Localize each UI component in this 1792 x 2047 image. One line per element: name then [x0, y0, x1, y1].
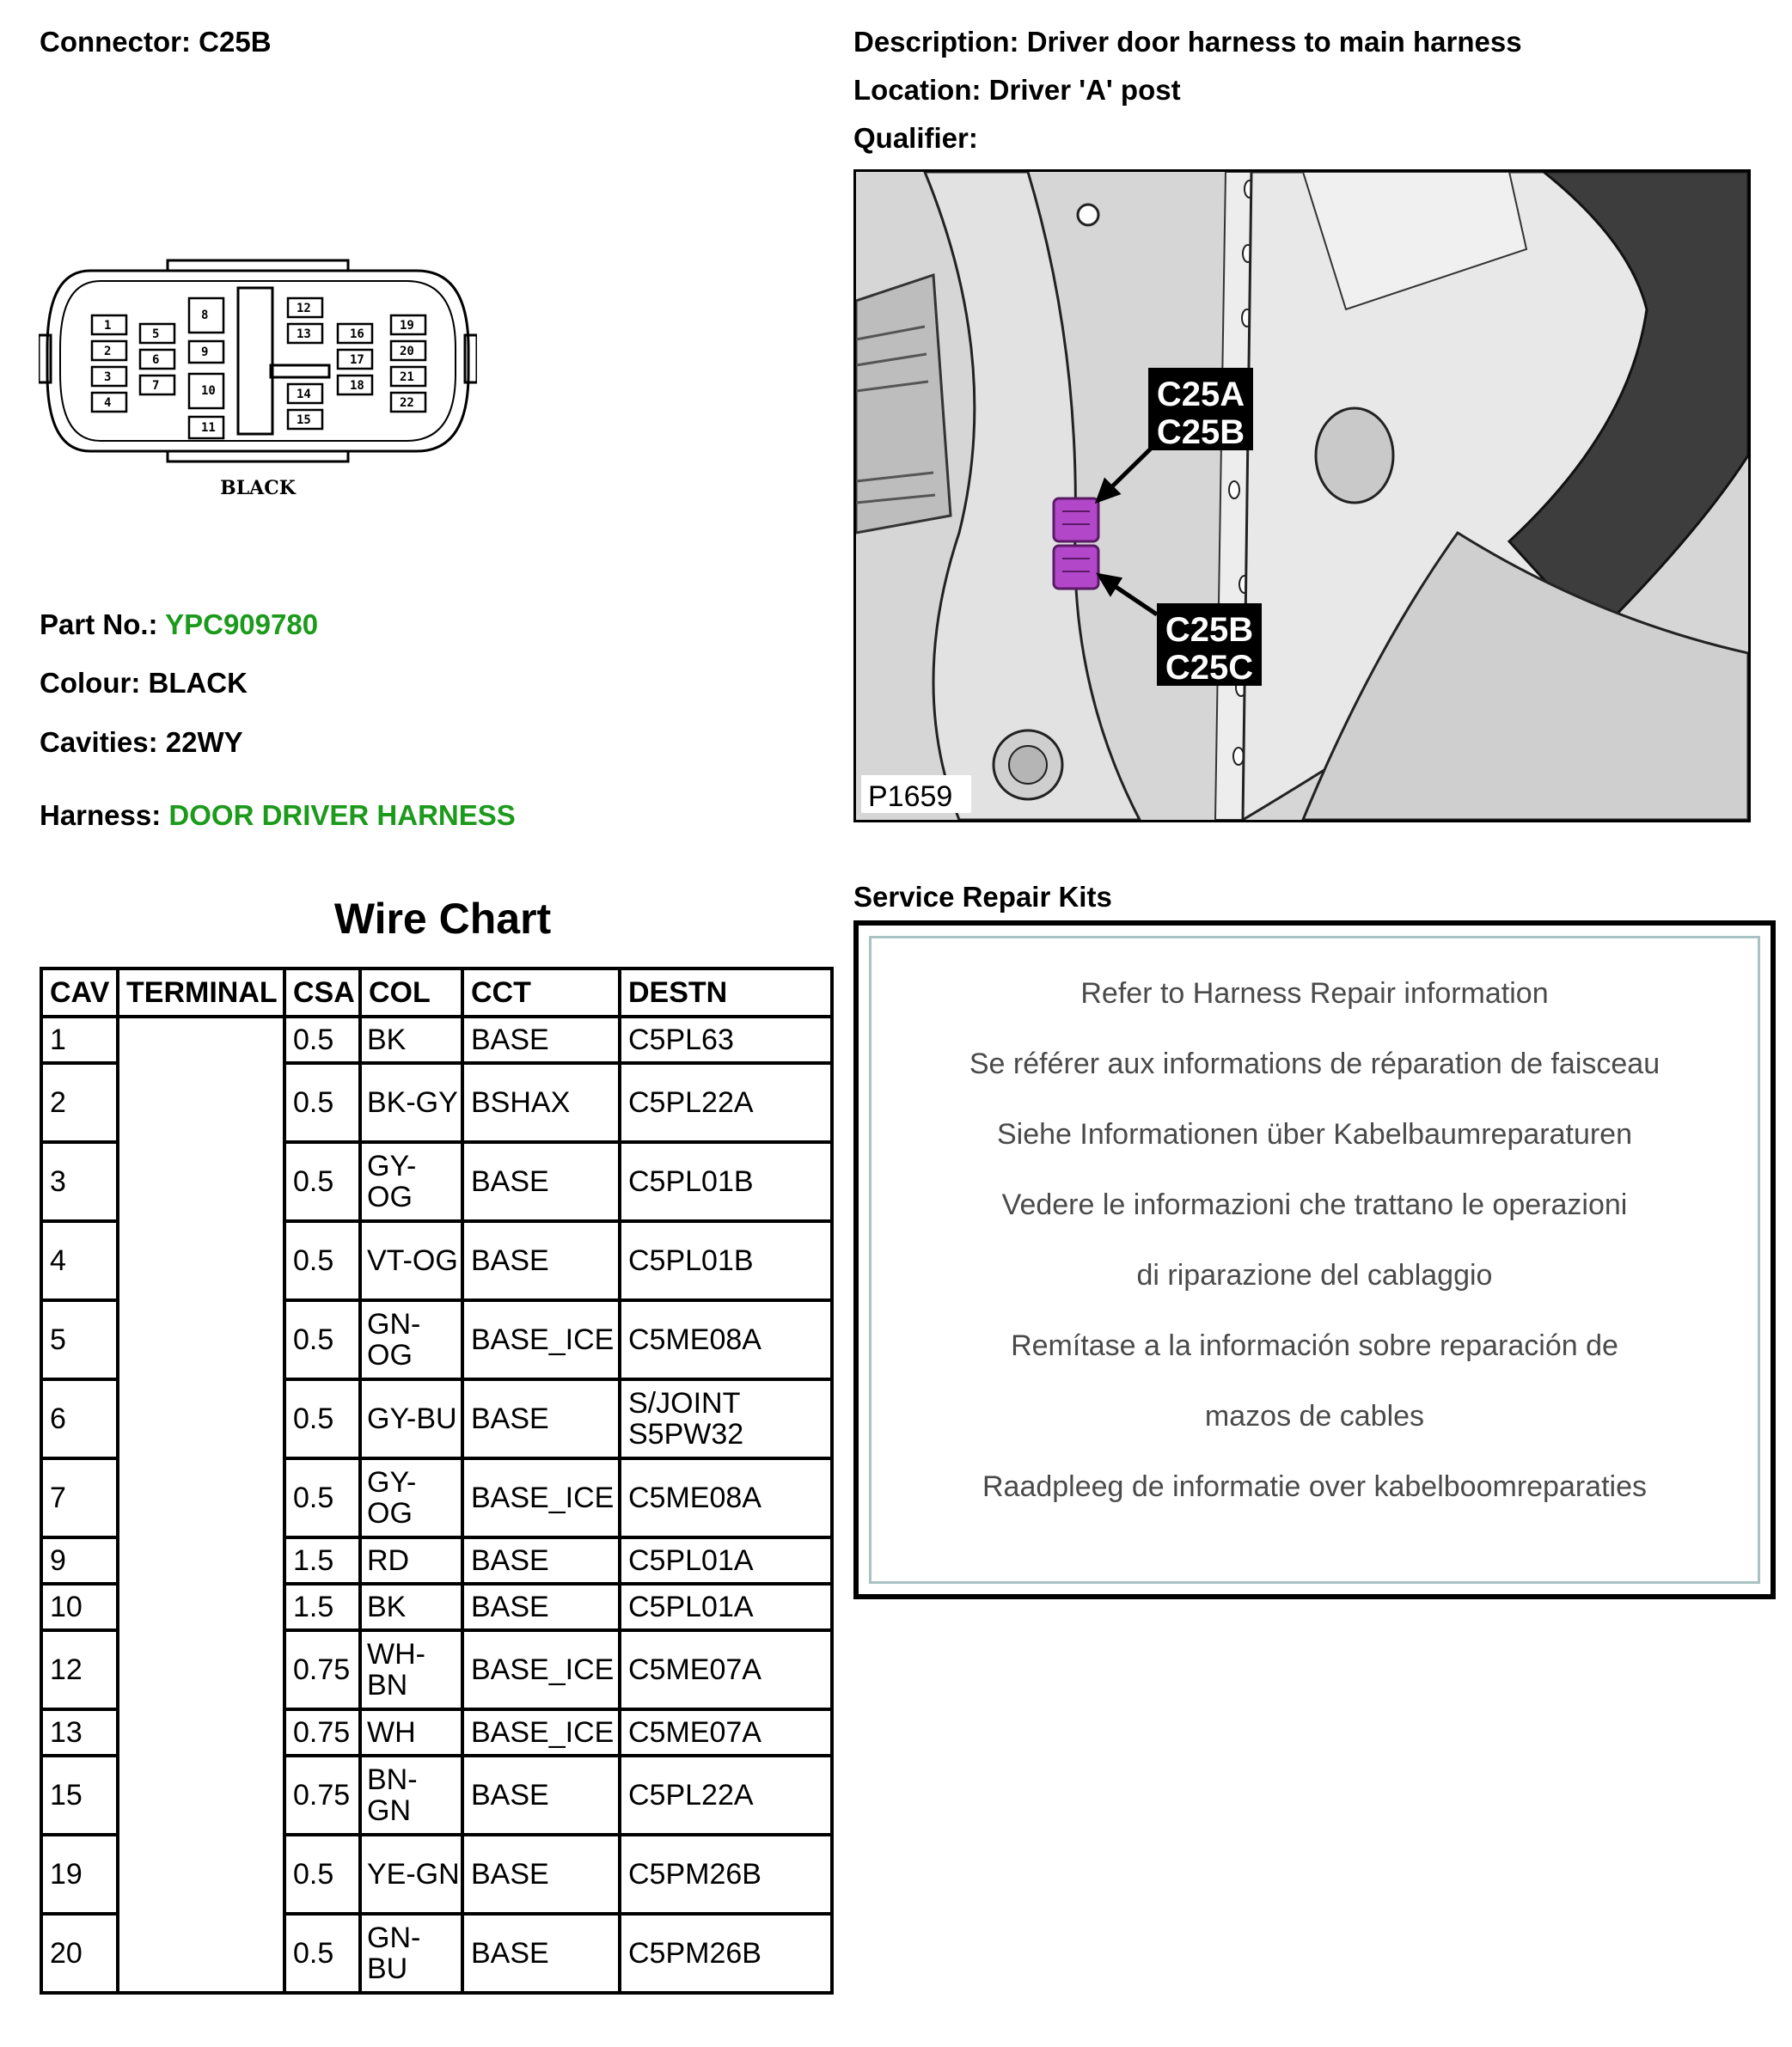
- cell-csa: 0.5: [284, 1063, 360, 1142]
- cell-cav: 20: [41, 1914, 118, 1993]
- cell-cav: 10: [41, 1584, 118, 1630]
- callout-top-line-1: C25A: [1156, 376, 1245, 413]
- service-repair-kits-inner: [869, 936, 1760, 1584]
- cell-csa: 0.5: [284, 1914, 360, 1993]
- cell-cct: BASE_ICE: [462, 1630, 620, 1709]
- kit-line-es-1: Remítase a la información sobre reparación de: [1011, 1329, 1618, 1362]
- wire-chart-title: Wire Chart: [333, 895, 552, 943]
- table-row: [41, 1063, 832, 1142]
- table-row: [41, 1584, 832, 1630]
- cell-destn: C5PL01A: [620, 1537, 832, 1584]
- harness-line: [40, 799, 516, 832]
- cell-terminal: [118, 1584, 284, 1630]
- connector-face-diagram: [39, 254, 477, 503]
- cavity-number: 1: [104, 319, 112, 333]
- figure-id: P1659: [868, 780, 953, 813]
- cell-terminal: [118, 1142, 284, 1221]
- cell-csa: 0.5: [284, 1458, 360, 1537]
- cell-col: GN-OG: [360, 1300, 462, 1379]
- cell-col: GY-OG: [360, 1458, 462, 1537]
- cell-destn: S/JOINT S5PW32: [620, 1379, 832, 1458]
- cell-cct: BASE: [462, 1756, 620, 1835]
- cell-csa: 0.75: [284, 1630, 360, 1709]
- connector-location-photo: [853, 169, 1751, 822]
- cavity-number: 2: [104, 345, 112, 358]
- connector-colour-label: BLACK: [220, 477, 296, 499]
- kit-line-en: Refer to Harness Repair information: [1080, 977, 1549, 1010]
- column-header-col: COL: [360, 969, 462, 1017]
- cell-cct: BASE: [462, 1584, 620, 1630]
- part-number-label: Part No.:: [40, 608, 158, 640]
- table-row: [41, 1017, 832, 1063]
- cell-cct: BASE: [462, 1221, 620, 1300]
- kit-line-it-2: di riparazione del cablaggio: [1136, 1259, 1493, 1292]
- cell-terminal: [118, 1709, 284, 1756]
- callout-bottom-line-2: C25C: [1165, 649, 1254, 687]
- description-value: Driver door harness to main harness: [1026, 26, 1522, 58]
- cell-terminal: [118, 1756, 284, 1835]
- cell-destn: C5PL01B: [620, 1142, 832, 1221]
- cell-cct: BASE: [462, 1379, 620, 1458]
- connector-heading: [40, 26, 272, 58]
- cell-destn: C5PL63: [620, 1017, 832, 1063]
- kit-line-it-1: Vedere le informazioni che trattano le operazioni: [1001, 1188, 1628, 1221]
- cell-col: BN-GN: [360, 1756, 462, 1835]
- cell-cav: 2: [41, 1063, 118, 1142]
- kit-line-nl: Raadpleeg de informatie over kabelboomreparaties: [982, 1470, 1648, 1503]
- cell-cct: BASE: [462, 1017, 620, 1063]
- cell-terminal: [118, 1914, 284, 1993]
- cell-cct: BASE: [462, 1914, 620, 1993]
- cell-col: BK: [360, 1017, 462, 1063]
- cell-destn: C5ME07A: [620, 1709, 832, 1756]
- table-row: [41, 1458, 832, 1537]
- cell-csa: 1.5: [284, 1537, 360, 1584]
- cell-destn: C5PL22A: [620, 1063, 832, 1142]
- column-header-cct: CCT: [462, 969, 620, 1017]
- location-value: Driver 'A' post: [988, 74, 1181, 106]
- callout-top-line-2: C25B: [1156, 413, 1245, 451]
- cell-col: WH-BN: [360, 1630, 462, 1709]
- column-header-destn: DESTN: [620, 969, 832, 1017]
- cell-cct: BSHAX: [462, 1063, 620, 1142]
- qualifier-label: Qualifier:: [853, 122, 978, 154]
- cell-terminal: [118, 1630, 284, 1709]
- cell-csa: 0.5: [284, 1835, 360, 1914]
- description-line: [853, 26, 1522, 58]
- table-row: [41, 1142, 832, 1221]
- cell-csa: 0.75: [284, 1756, 360, 1835]
- callout-bottom-line-1: C25B: [1165, 611, 1254, 649]
- cavity-number: 3: [104, 370, 112, 384]
- part-number-value[interactable]: YPC909780: [165, 608, 319, 640]
- cell-col: WH: [360, 1709, 462, 1756]
- cell-csa: 1.5: [284, 1584, 360, 1630]
- cell-col: BK: [360, 1584, 462, 1630]
- cell-cav: 15: [41, 1756, 118, 1835]
- cell-col: GY-OG: [360, 1142, 462, 1221]
- location-line: [853, 74, 1181, 107]
- cell-col: BK-GY: [360, 1063, 462, 1142]
- cavity-number: 11: [201, 421, 216, 435]
- cavity-number: 18: [350, 379, 364, 393]
- cell-destn: C5ME08A: [620, 1458, 832, 1537]
- column-header-csa: CSA: [284, 969, 360, 1017]
- colour-label: Colour:: [40, 667, 141, 699]
- cavity-number: 16: [350, 327, 364, 341]
- cell-col: GN-BU: [360, 1914, 462, 1993]
- cavity-number: 13: [297, 327, 311, 341]
- table-row: [41, 1630, 832, 1709]
- connector-label: Connector:: [40, 26, 191, 58]
- colour-line: [40, 667, 248, 700]
- column-header-terminal: TERMINAL: [118, 969, 284, 1017]
- cavity-number: 21: [400, 370, 414, 384]
- cell-terminal: [118, 1017, 284, 1063]
- kit-line-fr: Se référer aux informations de réparation de faisceau: [969, 1048, 1661, 1080]
- cell-terminal: [118, 1300, 284, 1379]
- cell-cav: 12: [41, 1630, 118, 1709]
- cavity-number: 12: [297, 302, 311, 315]
- cavity-number: 22: [400, 396, 414, 410]
- cell-csa: 0.75: [284, 1709, 360, 1756]
- cell-terminal: [118, 1458, 284, 1537]
- cavities-value: 22WY: [165, 726, 243, 758]
- wire-chart-table: [40, 967, 834, 1995]
- cell-terminal: [118, 1835, 284, 1914]
- cell-destn: C5PL22A: [620, 1756, 832, 1835]
- cavities-line: [40, 726, 243, 759]
- cavity-number: 8: [201, 309, 209, 322]
- cell-cav: 5: [41, 1300, 118, 1379]
- cell-cav: 1: [41, 1017, 118, 1063]
- cell-terminal: [118, 1221, 284, 1300]
- table-row: [41, 1221, 832, 1300]
- cell-destn: C5ME08A: [620, 1300, 832, 1379]
- cell-cav: 6: [41, 1379, 118, 1458]
- table-row: [41, 1756, 832, 1835]
- cell-terminal: [118, 1379, 284, 1458]
- location-illustration: [856, 172, 1748, 820]
- cell-csa: 0.5: [284, 1300, 360, 1379]
- cavity-number: 9: [201, 345, 209, 359]
- harness-value[interactable]: DOOR DRIVER HARNESS: [168, 799, 516, 831]
- wire-chart-header-row: [41, 969, 832, 1017]
- cell-col: RD: [360, 1537, 462, 1584]
- cell-terminal: [118, 1063, 284, 1142]
- table-row: [41, 1537, 832, 1584]
- table-row: [41, 1379, 832, 1458]
- location-label: Location:: [853, 74, 982, 106]
- cavity-number: 15: [297, 413, 311, 427]
- cavity-number: 7: [152, 379, 160, 393]
- cell-destn: C5PM26B: [620, 1914, 832, 1993]
- cell-cav: 7: [41, 1458, 118, 1537]
- colour-value: BLACK: [148, 667, 248, 699]
- cavity-number: 17: [350, 353, 364, 367]
- cell-cav: 19: [41, 1835, 118, 1914]
- cell-terminal: [118, 1537, 284, 1584]
- kit-line-es-2: mazos de cables: [1204, 1400, 1425, 1433]
- cell-destn: C5ME07A: [620, 1630, 832, 1709]
- cell-destn: C5PL01A: [620, 1584, 832, 1630]
- part-number-line: [40, 608, 318, 641]
- service-repair-kits-title: Service Repair Kits: [853, 881, 1112, 913]
- cavity-number: 10: [201, 384, 216, 398]
- cell-cct: BASE_ICE: [462, 1458, 620, 1537]
- cell-col: GY-BU: [360, 1379, 462, 1458]
- harness-label: Harness:: [40, 799, 162, 831]
- table-row: [41, 1300, 832, 1379]
- cell-cct: BASE: [462, 1835, 620, 1914]
- cavity-number: 5: [152, 327, 160, 341]
- cell-col: VT-OG: [360, 1221, 462, 1300]
- cavities-label: Cavities:: [40, 726, 158, 758]
- cell-cct: BASE_ICE: [462, 1300, 620, 1379]
- table-row: [41, 1914, 832, 1993]
- cavity-number: 19: [400, 319, 414, 333]
- cavity-number: 20: [400, 345, 414, 358]
- description-label: Description:: [853, 26, 1019, 58]
- cell-csa: 0.5: [284, 1221, 360, 1300]
- cell-cav: 3: [41, 1142, 118, 1221]
- cell-cav: 4: [41, 1221, 118, 1300]
- cell-destn: C5PM26B: [620, 1835, 832, 1914]
- connector-value: C25B: [199, 26, 272, 58]
- cell-csa: 0.5: [284, 1017, 360, 1063]
- table-row: [41, 1709, 832, 1756]
- kit-line-de: Siehe Informationen über Kabelbaumreparaturen: [996, 1118, 1633, 1151]
- cavity-number: 6: [152, 353, 160, 367]
- service-repair-kits-box: [853, 920, 1776, 1599]
- cell-destn: C5PL01B: [620, 1221, 832, 1300]
- cavity-number: 4: [104, 396, 112, 410]
- cell-col: YE-GN: [360, 1835, 462, 1914]
- cell-cct: BASE: [462, 1142, 620, 1221]
- qualifier-line: [853, 122, 978, 155]
- cell-cct: BASE: [462, 1537, 620, 1584]
- cell-csa: 0.5: [284, 1379, 360, 1458]
- cell-cav: 13: [41, 1709, 118, 1756]
- column-header-cav: CAV: [41, 969, 118, 1017]
- cell-csa: 0.5: [284, 1142, 360, 1221]
- table-row: [41, 1835, 832, 1914]
- cell-cav: 9: [41, 1537, 118, 1584]
- cavity-number: 14: [297, 388, 311, 401]
- cell-cct: BASE_ICE: [462, 1709, 620, 1756]
